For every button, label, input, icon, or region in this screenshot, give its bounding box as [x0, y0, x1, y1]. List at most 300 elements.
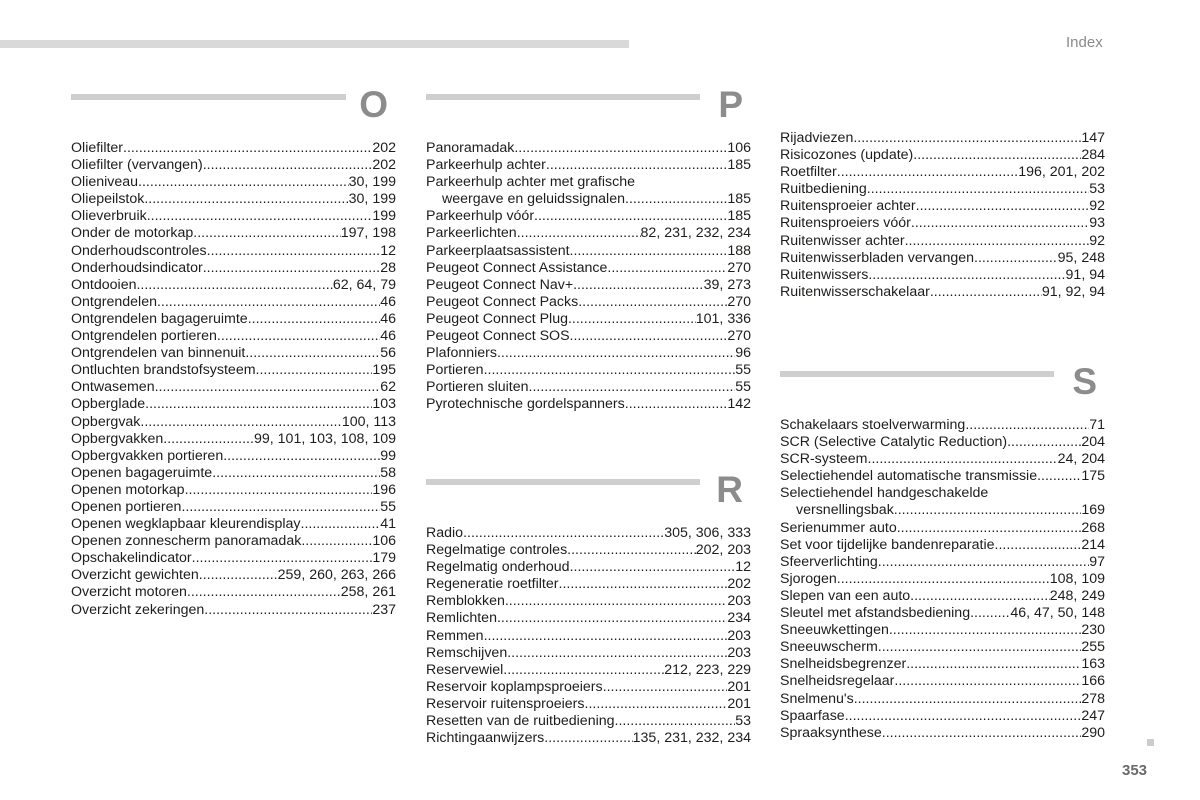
index-entry-label: Ruitbediening — [780, 181, 867, 198]
index-entry-label: Ontgrendelen van binnenuit — [71, 345, 246, 362]
index-entry — [71, 277, 396, 294]
dot-leader — [995, 537, 1082, 554]
index-entry-label: Ruitenwisserbladen vervangen — [780, 249, 975, 266]
section-divider — [780, 371, 1054, 377]
index-entry — [426, 362, 751, 379]
dot-leader — [625, 191, 727, 208]
section-divider — [71, 94, 346, 100]
section-header-s — [780, 361, 1105, 417]
index-entry-label: Selectiehendel handgeschakelde — [780, 485, 989, 502]
index-entry — [780, 554, 1105, 571]
index-entry-label: Overzicht zekeringen — [71, 601, 205, 618]
index-entry-pages: 175 — [1081, 468, 1105, 485]
index-entry — [780, 468, 1105, 485]
index-entry-pages: 56 — [380, 345, 396, 362]
index-entry-pages: 199 — [372, 208, 396, 225]
index-entry-label: Remlichten — [426, 610, 497, 627]
index-column-r-continued — [780, 130, 1105, 301]
dot-leader — [163, 431, 254, 448]
index-entry-label: Remmen — [426, 627, 484, 644]
index-entry — [71, 174, 396, 191]
index-entry — [780, 215, 1105, 232]
index-entry-pages: 204 — [1081, 434, 1105, 451]
index-entry — [780, 622, 1105, 639]
index-entry — [780, 725, 1105, 742]
section-letter-r: R — [716, 469, 743, 510]
index-entry-pages: 96 — [735, 345, 751, 362]
index-entry — [71, 465, 396, 482]
index-entry-label: Pyrotechnische gordelspanners — [426, 396, 625, 413]
dot-leader — [256, 362, 373, 379]
index-entry-label: Ontgrendelen bagageruimte — [71, 310, 248, 327]
dot-leader — [155, 379, 381, 396]
dot-leader — [837, 164, 1018, 181]
index-entry-pages: 185 — [727, 191, 751, 208]
index-entry-pages: 28 — [380, 259, 396, 276]
index-entry-label: Remschijven — [426, 644, 508, 661]
index-entry — [71, 140, 396, 157]
dot-leader — [193, 225, 341, 242]
index-entry-label: Openen motorkap — [71, 481, 185, 498]
index-entry-pages: 55 — [735, 379, 751, 396]
index-entry-label: Portieren — [426, 362, 484, 379]
index-entry-label: Resetten van de ruitbediening — [426, 713, 615, 730]
index-entry — [780, 284, 1105, 301]
index-entry-label: Openen portieren — [71, 498, 182, 515]
index-entry — [780, 250, 1105, 267]
index-entry — [426, 157, 751, 174]
index-entry-label: Ontluchten brandstofsysteem — [71, 362, 256, 379]
index-entry — [71, 584, 396, 601]
index-entry — [71, 191, 396, 208]
index-entry — [426, 294, 751, 311]
index-entry-label: Ruitensproeier achter — [780, 198, 916, 215]
index-entry — [426, 328, 751, 345]
index-entry-label: Peugeot Connect Plug — [426, 310, 568, 327]
index-entry-label: versnellingsbak — [796, 502, 894, 519]
index-entry — [71, 448, 396, 465]
dot-leader — [248, 311, 381, 328]
index-entry-pages: 91, 92, 94 — [1041, 283, 1105, 300]
dot-leader — [484, 362, 736, 379]
index-entry-label: Parkeerhulp achter — [426, 157, 546, 174]
dot-leader — [578, 294, 727, 311]
dot-leader — [568, 311, 696, 328]
index-entry-label: Snelheidsregelaar — [780, 673, 895, 690]
index-entry-label: Onder de motorkap — [71, 225, 194, 242]
index-entry-pages: 270 — [727, 328, 751, 345]
index-entry — [780, 198, 1105, 215]
dot-leader — [567, 542, 696, 559]
index-entry — [71, 243, 396, 260]
index-entry-label: Ontgrendelen portieren — [71, 328, 217, 345]
index-entry-label: Oliefilter — [71, 140, 124, 156]
index-entry — [780, 147, 1105, 164]
index-entry-pages: 62, 64, 79 — [332, 276, 396, 293]
dot-leader — [212, 465, 380, 482]
index-entry-pages: 53 — [1089, 181, 1105, 198]
index-entry-pages: 202 — [372, 140, 396, 156]
index-entry-label: Opbergvak — [71, 413, 141, 430]
index-entry — [426, 191, 751, 208]
dot-leader — [559, 576, 728, 593]
index-entry-pages: 91, 94 — [1065, 266, 1105, 283]
index-column-r — [426, 469, 751, 747]
index-entry-label: Remblokken — [426, 593, 505, 610]
index-entry-pages: 202, 203 — [695, 542, 751, 559]
index-entry-label: Sjorogen — [780, 570, 837, 587]
dot-leader — [140, 414, 341, 431]
index-entry-label: Parkeerhulp achter met grafische — [426, 174, 635, 191]
index-entry-pages: 101, 336 — [695, 310, 751, 327]
index-entry-pages: 201 — [727, 695, 751, 712]
index-entry-label: Peugeot Connect Packs — [426, 293, 579, 310]
index-entry — [426, 243, 751, 260]
index-entry — [71, 328, 396, 345]
index-entry — [426, 713, 751, 730]
index-entry-pages: 46 — [380, 293, 396, 310]
index-entry-pages: 179 — [372, 550, 396, 567]
dot-leader — [301, 533, 372, 550]
section-letter-p: P — [718, 84, 743, 125]
index-entry-pages: 71 — [1089, 417, 1105, 433]
index-entry — [426, 396, 751, 413]
index-entry-pages: 82, 231, 232, 234 — [640, 225, 751, 242]
index-entry-label: Portieren sluiten — [426, 379, 529, 396]
index-entry-pages: 99 — [380, 447, 396, 464]
index-entry — [780, 656, 1105, 673]
dot-leader — [913, 147, 1081, 164]
index-entry — [71, 396, 396, 413]
dot-leader — [970, 605, 1010, 622]
index-entry-pages: 58 — [380, 464, 396, 481]
index-entry — [426, 208, 751, 225]
dot-leader — [905, 233, 1090, 250]
index-entry-label: Opbergvakken portieren — [71, 447, 224, 464]
dot-leader — [529, 379, 736, 396]
index-entry — [71, 414, 396, 431]
index-entry-label: Sleutel met afstandsbediening — [780, 605, 971, 622]
dot-leader — [147, 208, 373, 225]
dot-leader — [507, 645, 727, 662]
dot-leader — [217, 328, 380, 345]
index-entry-label: Parkeerhulp vóór — [426, 208, 535, 225]
dot-leader — [868, 267, 1065, 284]
index-entry — [780, 485, 1105, 502]
dot-leader — [223, 448, 380, 465]
corner-marker — [1147, 739, 1154, 746]
dot-leader — [570, 559, 736, 576]
header-bar — [0, 40, 629, 48]
index-entry-label: Reservoir ruitensproeiers — [426, 695, 585, 712]
dot-leader — [157, 294, 380, 311]
dot-leader — [123, 140, 372, 157]
index-entry-pages: 92 — [1089, 198, 1105, 215]
index-entry — [780, 537, 1105, 554]
index-entry-pages: 202 — [727, 576, 751, 593]
index-entry-label: Parkeerlichten — [426, 225, 517, 242]
index-entry-pages: 230 — [1081, 622, 1105, 639]
dot-leader — [889, 622, 1081, 639]
index-entry-pages: 12 — [380, 242, 396, 259]
index-entry-pages: 259, 260, 263, 266 — [277, 567, 396, 584]
index-entry-pages: 166 — [1081, 673, 1105, 690]
index-entry-pages: 147 — [1081, 130, 1105, 146]
index-entry — [71, 482, 396, 499]
dot-leader — [203, 157, 373, 174]
dot-leader — [845, 708, 1082, 725]
dot-leader — [503, 662, 664, 679]
index-entry-label: Opbergvakken — [71, 430, 164, 447]
index-entry-label: Sneeuwscherm — [780, 639, 878, 656]
index-entry-label: Ruitenwisserschakelaar — [780, 283, 930, 300]
dot-leader — [853, 130, 1081, 147]
dot-leader — [534, 208, 727, 225]
dot-leader — [1007, 434, 1081, 451]
index-entry — [780, 571, 1105, 588]
index-entry-pages: 278 — [1081, 690, 1105, 707]
index-entry-pages: 197, 198 — [340, 225, 396, 242]
index-entry-label: Regelmatige controles — [426, 542, 568, 559]
dot-leader — [138, 174, 349, 191]
index-entry — [780, 639, 1105, 656]
index-entry — [780, 673, 1105, 690]
index-entry-pages: 46 — [380, 310, 396, 327]
index-entry-pages: 103 — [372, 396, 396, 413]
dot-leader — [144, 191, 348, 208]
index-entry — [71, 431, 396, 448]
index-entry-pages: 270 — [727, 293, 751, 310]
index-entry-pages: 201 — [727, 678, 751, 695]
index-list-o — [71, 140, 396, 619]
index-entry-pages: 100, 113 — [341, 413, 396, 430]
index-entry — [71, 260, 396, 277]
index-entry-label: Reservoir koplampsproeiers — [426, 678, 603, 695]
index-entry — [71, 157, 396, 174]
index-entry — [426, 662, 751, 679]
index-entry — [71, 345, 396, 362]
dot-leader — [484, 628, 728, 645]
dot-leader — [910, 588, 1050, 605]
index-entry-pages: 62 — [380, 379, 396, 396]
index-entry — [426, 645, 751, 662]
index-list-r-continued — [780, 130, 1105, 301]
index-entry-pages: 203 — [727, 627, 751, 644]
index-entry-pages: 99, 101, 103, 108, 109 — [254, 430, 396, 447]
index-entry-label: Panoramadak — [426, 140, 515, 156]
index-entry-pages: 270 — [727, 259, 751, 276]
index-entry-label: Ontdooien — [71, 276, 137, 293]
index-entry-label: Peugeot Connect SOS — [426, 328, 570, 345]
index-entry-label: Rijadviezen — [780, 130, 854, 146]
section-letter-o: O — [359, 84, 388, 125]
dot-leader — [245, 345, 380, 362]
index-entry — [780, 502, 1105, 519]
index-entry-pages: 248, 249 — [1049, 587, 1105, 604]
index-entry-label: Openen wegklapbaar kleurendisplay — [71, 516, 301, 533]
index-column-p — [426, 84, 751, 414]
dot-leader — [878, 639, 1082, 656]
index-entry — [780, 605, 1105, 622]
index-entry-pages: 195 — [372, 362, 396, 379]
index-entry-pages: 234 — [727, 610, 751, 627]
section-letter-s: S — [1072, 361, 1097, 402]
index-entry-label: Set voor tijdelijke bandenreparatie — [780, 536, 995, 553]
dot-leader — [207, 243, 381, 260]
index-entry-label: Oliefilter (vervangen) — [71, 157, 203, 174]
index-entry — [71, 225, 396, 242]
index-entry-pages: 30, 199 — [348, 191, 396, 208]
index-entry — [71, 362, 396, 379]
dot-leader — [570, 243, 728, 260]
index-list-p — [426, 140, 751, 414]
index-entry — [426, 610, 751, 627]
dot-leader — [203, 260, 381, 277]
index-entry — [71, 550, 396, 567]
index-entry-pages: 24, 204 — [1057, 451, 1105, 468]
dot-leader — [854, 691, 1082, 708]
index-entry — [780, 451, 1105, 468]
index-entry-pages: 212, 223, 229 — [664, 661, 751, 678]
index-entry-pages: 247 — [1081, 707, 1105, 724]
index-entry-pages: 12 — [735, 559, 751, 576]
index-entry-label: Regelmatig onderhoud — [426, 559, 570, 576]
index-entry-label: Regeneratie roetfilter — [426, 576, 559, 593]
dot-leader — [882, 725, 1082, 742]
dot-leader — [1037, 468, 1081, 485]
index-entry-pages: 203 — [727, 593, 751, 610]
index-entry — [780, 130, 1105, 147]
dot-leader — [301, 516, 381, 533]
index-entry-label: Onderhoudsindicator — [71, 259, 203, 276]
index-entry-label: Risicozones (update) — [780, 147, 914, 164]
dot-leader — [894, 673, 1081, 690]
index-entry — [426, 730, 751, 747]
dot-leader — [837, 571, 1050, 588]
index-entry-pages: 237 — [372, 601, 396, 618]
section-divider — [426, 94, 700, 100]
index-entry — [71, 533, 396, 550]
index-entry-label: Openen zonnescherm panoramadak — [71, 533, 302, 550]
index-entry-pages: 258, 261 — [340, 584, 396, 601]
index-entry-label: Onderhoudscontroles — [71, 242, 207, 259]
index-entry — [426, 225, 751, 242]
index-entry-pages: 169 — [1081, 502, 1105, 519]
index-entry-label: Spaarfase — [780, 707, 845, 724]
dot-leader — [625, 396, 728, 413]
index-column-o — [71, 84, 396, 619]
index-entry — [426, 593, 751, 610]
index-entry-label: Parkeerplaatsassistent — [426, 242, 570, 259]
index-entry — [426, 140, 751, 157]
page-number: 353 — [1122, 762, 1148, 779]
dot-leader — [544, 730, 632, 747]
index-entry-label: Spraaksynthese — [780, 724, 882, 741]
index-entry — [71, 602, 396, 619]
index-entry — [426, 345, 751, 362]
index-entry-pages: 53 — [735, 713, 751, 730]
index-entry — [71, 567, 396, 584]
index-entry-label: Oliepeilstok — [71, 191, 145, 208]
index-list-s — [780, 417, 1105, 742]
index-entry-label: Ruitensproeiers vóór — [780, 215, 911, 232]
index-entry-label: Richtingaanwijzers — [426, 730, 545, 747]
dot-leader — [906, 656, 1081, 673]
index-entry — [426, 542, 751, 559]
index-entry-label: Schakelaars stoelverwarming — [780, 417, 966, 433]
index-entry-pages: 106 — [727, 140, 751, 156]
dot-leader — [497, 345, 735, 362]
dot-leader — [187, 584, 341, 601]
index-entry-pages: 290 — [1081, 724, 1105, 741]
index-entry-pages: 108, 109 — [1049, 570, 1105, 587]
index-entry-pages: 55 — [735, 362, 751, 379]
index-entry-label: Ruitenwissers — [780, 266, 869, 283]
index-entry — [71, 499, 396, 516]
dot-leader — [514, 140, 727, 157]
dot-leader — [145, 396, 372, 413]
index-entry-pages: 39, 273 — [703, 276, 751, 293]
index-entry-pages: 46, 47, 50, 148 — [1010, 605, 1105, 622]
index-entry — [780, 708, 1105, 725]
index-entry-pages: 203 — [727, 644, 751, 661]
index-entry — [426, 696, 751, 713]
index-entry — [780, 164, 1105, 181]
index-entry-label: weergave en geluidssignalen — [442, 191, 625, 208]
section-header-o — [71, 84, 396, 140]
index-entry-label: Reservewiel — [426, 661, 504, 678]
index-entry-pages: 41 — [380, 516, 396, 533]
index-entry-label: Plafonniers — [426, 345, 497, 362]
section-divider — [426, 479, 700, 485]
index-entry-pages: 188 — [727, 242, 751, 259]
index-entry — [426, 277, 751, 294]
index-entry-label: Ontwasemen — [71, 379, 155, 396]
index-entry — [71, 294, 396, 311]
dot-leader — [517, 225, 641, 242]
index-entry-pages: 142 — [727, 396, 751, 413]
index-entry-pages: 268 — [1081, 519, 1105, 536]
index-entry-label: Sneeuwkettingen — [780, 622, 889, 639]
index-entry-label: Slepen van een auto — [780, 587, 911, 604]
index-entry-label: SCR (Selective Catalytic Reduction) — [780, 434, 1008, 451]
index-entry-pages: 106 — [372, 533, 396, 550]
index-entry — [71, 208, 396, 225]
index-entry — [426, 174, 751, 191]
index-entry-label: Snelmenu's — [780, 690, 854, 707]
index-entry — [780, 417, 1105, 434]
index-entry — [780, 267, 1105, 284]
index-entry — [780, 181, 1105, 198]
index-entry-label: Openen bagageruimte — [71, 464, 213, 481]
index-entry-pages: 30, 199 — [348, 174, 396, 191]
dot-leader — [603, 679, 728, 696]
index-entry-pages: 163 — [1081, 656, 1105, 673]
page-header-title: Index — [1066, 34, 1103, 51]
index-entry-pages: 93 — [1089, 215, 1105, 232]
index-entry-label: Radio — [426, 525, 464, 541]
index-entry — [780, 588, 1105, 605]
index-entry-label: Serienummer auto — [780, 519, 897, 536]
index-entry-label: Peugeot Connect Assistance — [426, 259, 608, 276]
index-entry — [426, 559, 751, 576]
dot-leader — [585, 696, 728, 713]
index-entry — [426, 379, 751, 396]
dot-leader — [573, 277, 704, 294]
index-entry-pages: 196, 201, 202 — [1018, 164, 1105, 181]
index-entry-pages: 95, 248 — [1057, 249, 1105, 266]
index-entry-label: Olieniveau — [71, 174, 139, 191]
